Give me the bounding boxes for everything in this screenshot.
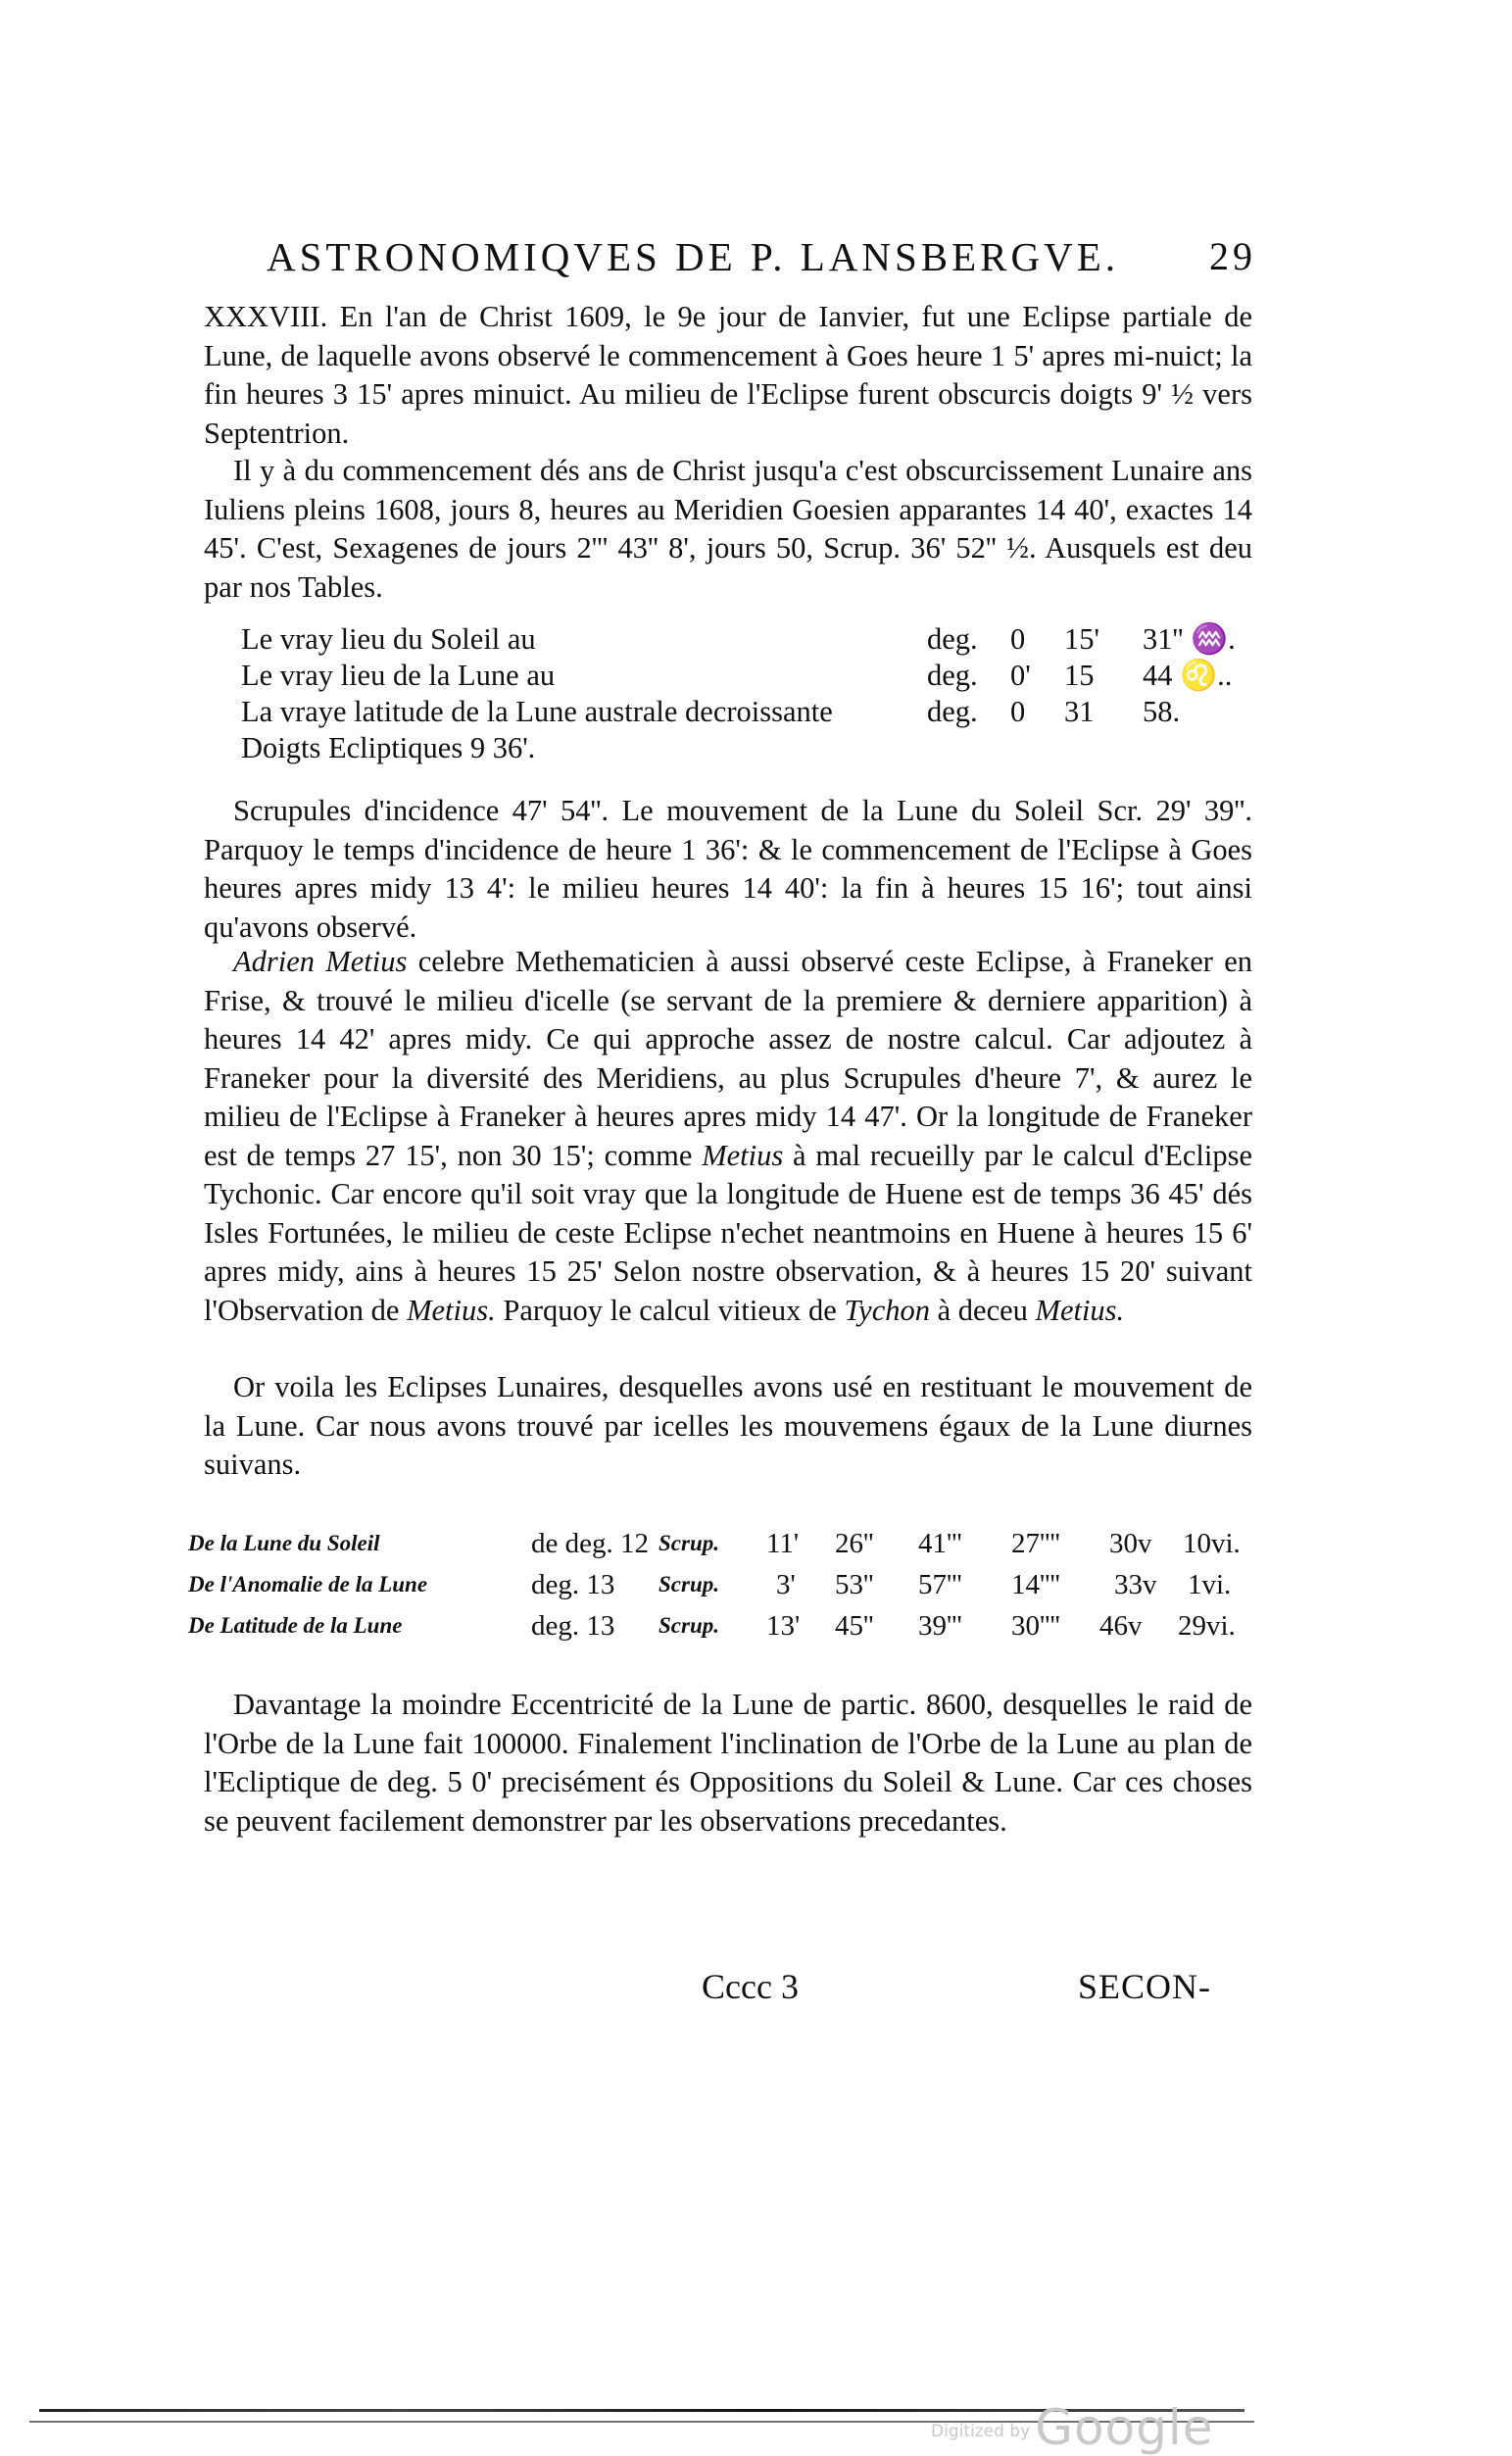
section-number: XXXVIII.: [204, 300, 328, 333]
watermark-prefix: Digitized by: [931, 2422, 1031, 2441]
paragraph-text: Davantage la moindre Eccentricité de la Lune de partic. 8600, desquelles le raid de l'Orbe de la Lune fait 100000. Finalement l'inclination de l'Orbe de la Lune au plan de l'Ecliptique de deg. 5 0' precisément és Oppositions du Soleil & Lune. Car ces choses se peuvent facilement demonstrer par les observations precedantes.: [204, 1688, 1252, 1838]
paragraph-metius: Adrien Metius celebre Methematicien à aussi observé ceste Eclipse, à Franeker en Frise, & trouvé le milieu d'icelle (se servant de la premiere & derniere apparition) à heures 14 42' apres midy. Ce qui approche assez de nostre calcul. Car adjoutez à Franeker pour la diversité des Meridiens, au plus Scrupules d'heure 7', & aurez le milieu de l'Eclipse à Franeker à heures apres midy 14 47'. Or la longitude de Franeker est de temps 27 15', non 30 15'; comme Metius à mal recueilly par le calcul d'Eclipse Tychonic. Car encore qu'il soit vray que la longitude de Huene est de temps 36 45' dés Isles Fortunées, le milieu de ceste Eclipse n'echet neantmoins en Huene à heures 15 6' apres midy, ains à heures 15 25' Selon nostre observation, & à heures 15 20' suivant l'Observation de Metius. Parquoy le calcul vitieux de Tychon à deceu Metius.: [204, 945, 1253, 1327]
person-name: Metius.: [1035, 1293, 1125, 1327]
person-name: Tychon: [844, 1293, 930, 1327]
person-name: Metius.: [407, 1293, 496, 1327]
table-row: De Latitude de la Lune deg. 13 Scrup. 13' 45'' 39''' 30'''' 46v 29vi.: [188, 1610, 1236, 1642]
paragraph-text: Or voila les Eclipses Lunaires, desquelles avons usé en restituant le mouvement de la Lune. Car nous avons trouvé par icelles les mouvemens égaux de la Lune diurnes suivans.: [204, 1370, 1252, 1481]
signature-mark: Cccc 3: [702, 1967, 799, 2006]
paragraph-interval: [204, 452, 1252, 607]
catchword: SECON-: [1078, 1967, 1212, 2006]
paragraph-lunar-eclipses: [204, 1368, 1252, 1485]
table-row: De l'Anomalie de la Lune deg. 13 Scrup. 3' 53'' 57''' 14'''' 33v 1vi.: [188, 1569, 1232, 1600]
paragraph-eccentricity: [204, 1686, 1252, 1841]
table-row: Le vray lieu du Soleil au deg. 0 15' 31'' ♒.: [241, 622, 1236, 656]
table-row: Le vray lieu de la Lune au deg. 0' 15 44 ♌..: [241, 659, 1233, 692]
paragraph-text: Scrupules d'incidence 47' 54''. Le mouvement de la Lune du Soleil Scr. 29' 39''. Parquoy le temps d'incidence de heure 1 36': & le commencement de l'Eclipse à Goes heures apres midy 13 4': le milieu heures 14 40': la fin à heures 15 16'; tout ainsi qu'avons observé.: [204, 794, 1252, 944]
daily-motions-table: [188, 1523, 1256, 1646]
paragraph-text: En l'an de Christ 1609, le 9e jour de Ianvier, fut une Eclipse partiale de Lune, de laquelle avons observé le commencement à Goes heure 1 5' apres mi-nuict; la fin heures 3 15' apres minuict. Au milieu de l'Eclipse furent obscurcis doigts 9' ½ vers Septentrion.: [204, 300, 1252, 450]
running-title: ASTRONOMIQVES DE P. LANSBERGVE.: [267, 234, 1120, 279]
table-row: La vraye latitude de la Lune australe decroissante deg. 0 31 58.: [241, 695, 1181, 728]
paragraph-incidence: [204, 792, 1252, 947]
google-logo: Google: [1035, 2399, 1214, 2456]
paragraph-xxxviii: [204, 298, 1252, 453]
table-row: De la Lune du Soleil de deg. 12 Scrup. 11' 26'' 41''' 27'''' 30v 10vi.: [188, 1528, 1241, 1559]
positions-table: [241, 621, 1260, 766]
person-name: Adrien Metius: [233, 945, 408, 978]
page-number: 29: [1209, 234, 1256, 278]
table-row: Doigts Ecliptiques 9 36'.: [241, 731, 536, 764]
person-name: Metius: [702, 1138, 784, 1172]
digitization-watermark: [931, 2399, 1214, 2456]
paragraph-text: Il y à du commencement dés ans de Christ jusqu'a c'est obscurcissement Lunaire ans Iuliens pleins 1608, jours 8, heures au Meridien Goesien apparantes 14 40', exactes 14 45'. C'est, Sexagenes de jours 2''' 43'' 8', jours 50, Scrup. 36' 52'' ½. Ausquels est deu par nos Tables.: [204, 454, 1252, 604]
